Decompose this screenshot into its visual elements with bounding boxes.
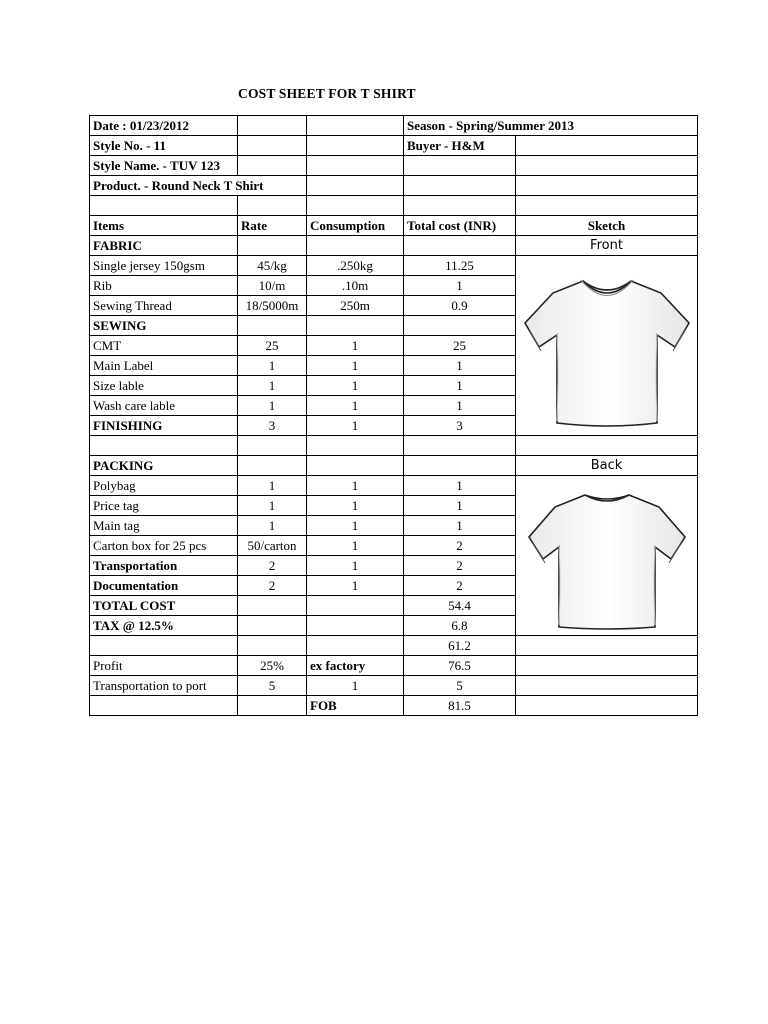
col-items: Items xyxy=(90,216,238,236)
date-cell: Date : 01/23/2012 xyxy=(90,116,238,136)
row-consumption: 1 xyxy=(307,356,404,376)
row-total: 2 xyxy=(404,576,516,596)
row-rate: 1 xyxy=(238,496,307,516)
row-total: 3 xyxy=(404,416,516,436)
row-total: 6.8 xyxy=(404,616,516,636)
row-rate: 45/kg xyxy=(238,256,307,276)
row-rate: 2 xyxy=(238,576,307,596)
col-sketch: Sketch xyxy=(516,216,698,236)
sketch-back xyxy=(516,476,698,636)
row-total: 1 xyxy=(404,476,516,496)
row-total: 1 xyxy=(404,276,516,296)
back-label: Back xyxy=(516,456,698,476)
header-row-date xyxy=(90,116,698,136)
style-no-cell: Style No. - 11 xyxy=(90,136,238,156)
table-row xyxy=(90,256,698,276)
row-item: Size lable xyxy=(90,376,238,396)
season-cell: Season - Spring/Summer 2013 xyxy=(404,116,698,136)
row-consumption: 1 xyxy=(307,676,404,696)
row-rate: 25 xyxy=(238,336,307,356)
section-label: PACKING xyxy=(90,456,238,476)
section-packing xyxy=(90,456,698,476)
row-total: 1 xyxy=(404,376,516,396)
row-item: TOTAL COST xyxy=(90,596,238,616)
row-rate: 10/m xyxy=(238,276,307,296)
section-fabric xyxy=(90,236,698,256)
col-total-cost: Total cost (INR) xyxy=(404,216,516,236)
row-total: 54.4 xyxy=(404,596,516,616)
row-consumption: .250kg xyxy=(307,256,404,276)
row-total: 2 xyxy=(404,556,516,576)
row-item: Main tag xyxy=(90,516,238,536)
col-rate: Rate xyxy=(238,216,307,236)
row-rate: 1 xyxy=(238,516,307,536)
row-rate: 1 xyxy=(238,356,307,376)
row-item: Rib xyxy=(90,276,238,296)
row-item: FINISHING xyxy=(90,416,238,436)
row-rate: 5 xyxy=(238,676,307,696)
row-rate: 1 xyxy=(238,376,307,396)
front-label: Front xyxy=(516,236,698,256)
row-consumption: .10m xyxy=(307,276,404,296)
row-consumption: 1 xyxy=(307,336,404,356)
profit-row xyxy=(90,656,698,676)
row-item: Single jersey 150gsm xyxy=(90,256,238,276)
header-row-product xyxy=(90,176,698,196)
row-rate: 25% xyxy=(238,656,307,676)
row-rate: 2 xyxy=(238,556,307,576)
section-label: FABRIC xyxy=(90,236,238,256)
row-rate: 18/5000m xyxy=(238,296,307,316)
tshirt-front-icon xyxy=(521,263,693,429)
row-total: 1 xyxy=(404,496,516,516)
row-total: 0.9 xyxy=(404,296,516,316)
row-consumption: 1 xyxy=(307,576,404,596)
row-item: Main Label xyxy=(90,356,238,376)
row-consumption: 1 xyxy=(307,416,404,436)
tshirt-back-icon xyxy=(521,481,693,631)
buyer-cell: Buyer - H&M xyxy=(404,136,516,156)
col-consumption: Consumption xyxy=(307,216,404,236)
row-consumption: 1 xyxy=(307,376,404,396)
row-item: Sewing Thread xyxy=(90,296,238,316)
row-total: 76.5 xyxy=(404,656,516,676)
row-item: Transportation xyxy=(90,556,238,576)
transport-port-row xyxy=(90,676,698,696)
row-consumption: ex factory xyxy=(307,656,404,676)
row-item: Profit xyxy=(90,656,238,676)
spacer-row xyxy=(90,196,698,216)
row-total: 81.5 xyxy=(404,696,516,716)
row-total: 1 xyxy=(404,516,516,536)
section-label: SEWING xyxy=(90,316,238,336)
row-rate: 1 xyxy=(238,396,307,416)
row-consumption: 1 xyxy=(307,476,404,496)
row-consumption: 1 xyxy=(307,536,404,556)
row-item: Carton box for 25 pcs xyxy=(90,536,238,556)
row-consumption: 1 xyxy=(307,496,404,516)
row-total: 1 xyxy=(404,356,516,376)
sheet-title: COST SHEET FOR T SHIRT xyxy=(238,86,416,101)
product-cell: Product. - Round Neck T Shirt xyxy=(90,176,307,196)
row-item: Price tag xyxy=(90,496,238,516)
row-total: 25 xyxy=(404,336,516,356)
cost-sheet-table xyxy=(89,115,698,716)
header-row-style-name xyxy=(90,156,698,176)
row-consumption: 1 xyxy=(307,556,404,576)
table-row xyxy=(90,476,698,496)
row-rate: 1 xyxy=(238,476,307,496)
row-item: Polybag xyxy=(90,476,238,496)
subtotal-row xyxy=(90,636,698,656)
row-total: 11.25 xyxy=(404,256,516,276)
sketch-front xyxy=(516,256,698,436)
row-item: Wash care lable xyxy=(90,396,238,416)
header-row-style-no xyxy=(90,136,698,156)
row-consumption: 1 xyxy=(307,516,404,536)
style-name-cell: Style Name. - TUV 123 xyxy=(90,156,238,176)
spacer-row xyxy=(90,436,698,456)
row-total: 5 xyxy=(404,676,516,696)
row-total: 1 xyxy=(404,396,516,416)
row-consumption: 250m xyxy=(307,296,404,316)
row-item: Documentation xyxy=(90,576,238,596)
row-rate: 3 xyxy=(238,416,307,436)
row-item: TAX @ 12.5% xyxy=(90,616,238,636)
row-total: 2 xyxy=(404,536,516,556)
row-item: Transportation to port xyxy=(90,676,238,696)
row-total: 61.2 xyxy=(404,636,516,656)
fob-row xyxy=(90,696,698,716)
row-consumption: FOB xyxy=(307,696,404,716)
row-item: CMT xyxy=(90,336,238,356)
row-rate: 50/carton xyxy=(238,536,307,556)
column-header-row xyxy=(90,216,698,236)
row-consumption: 1 xyxy=(307,396,404,416)
